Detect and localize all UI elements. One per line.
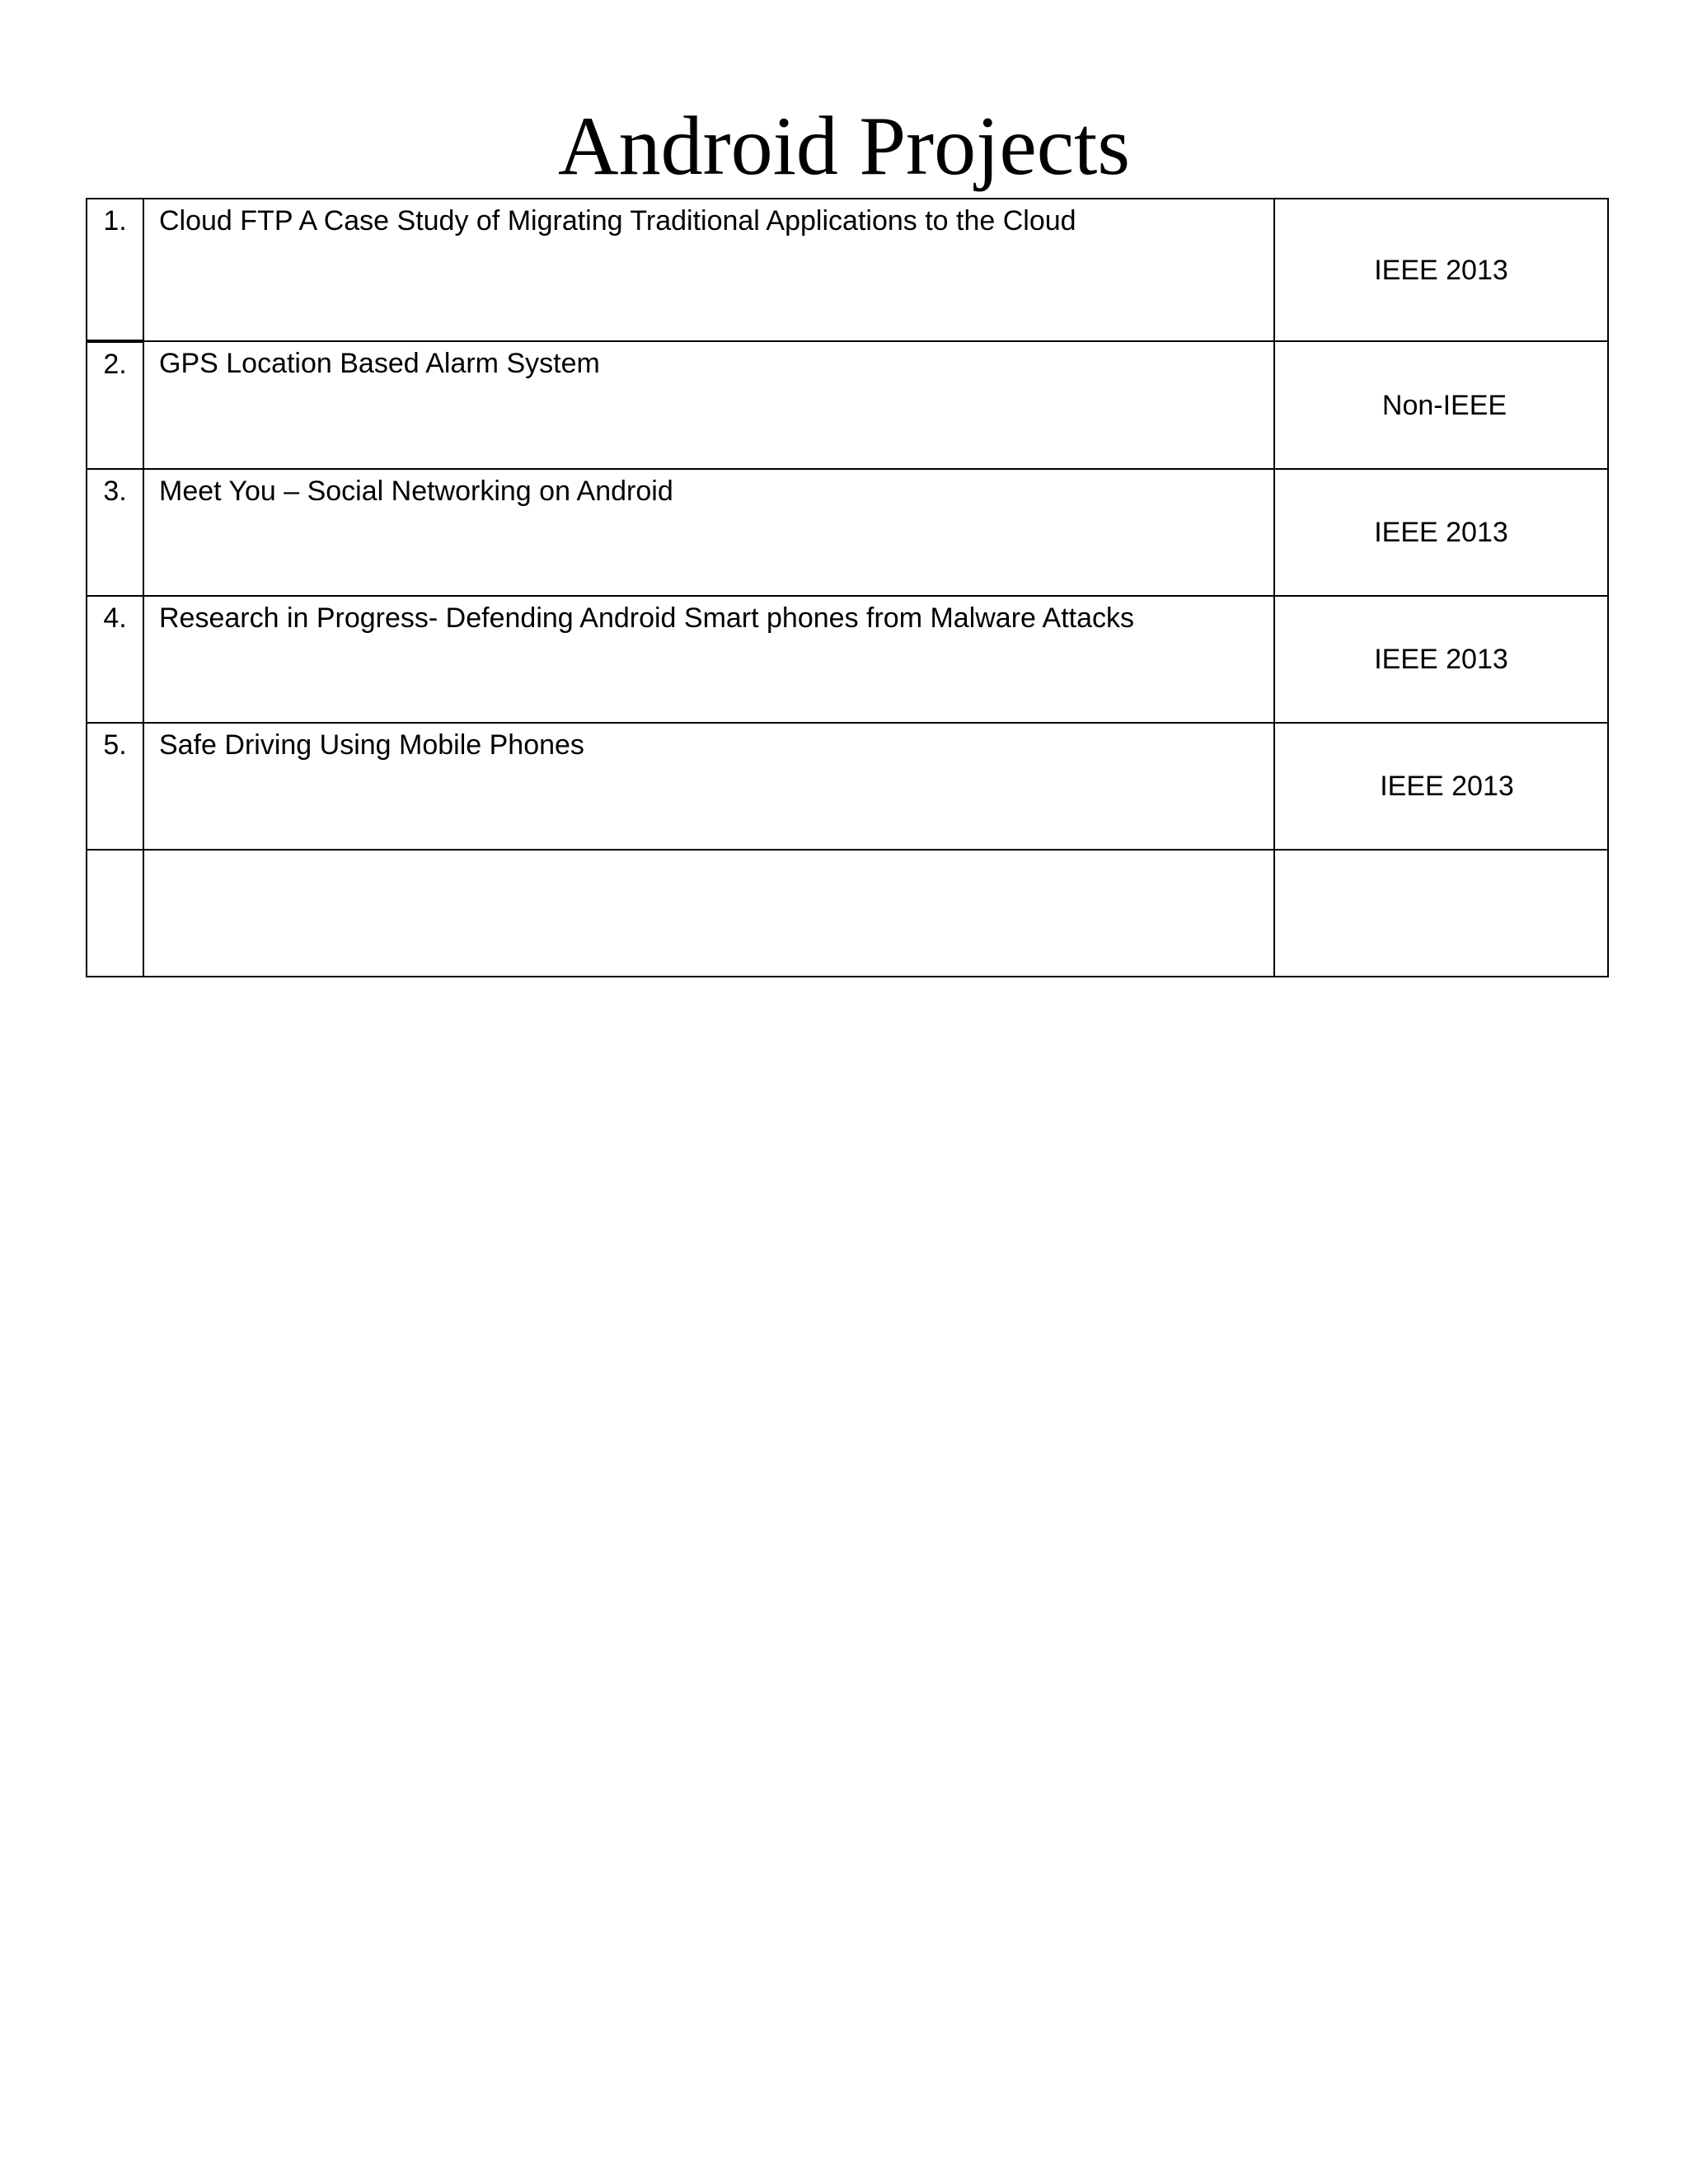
table-row bbox=[87, 341, 1608, 469]
project-type bbox=[1274, 199, 1608, 341]
table-row-empty bbox=[87, 850, 1608, 977]
project-type bbox=[1274, 850, 1608, 977]
project-type-label: IEEE 2013 bbox=[1380, 771, 1514, 802]
table-row bbox=[87, 469, 1608, 596]
project-type bbox=[1274, 341, 1608, 469]
table-row bbox=[87, 723, 1608, 850]
project-type bbox=[1274, 596, 1608, 723]
page-title: Android Projects bbox=[557, 100, 1131, 193]
project-title: Research in Progress- Defending Android Smart phones from Malware Attacks bbox=[143, 596, 1274, 723]
project-type bbox=[1274, 469, 1608, 596]
project-type-label: Non-IEEE bbox=[1381, 389, 1507, 421]
projects-table bbox=[86, 198, 1609, 977]
project-type-label: IEEE 2013 bbox=[1374, 517, 1508, 548]
table-row bbox=[87, 596, 1608, 723]
project-title: Cloud FTP A Case Study of Migrating Traditional Applications to the Cloud bbox=[143, 199, 1274, 341]
project-title: GPS Location Based Alarm System bbox=[143, 341, 1274, 469]
table-row bbox=[87, 199, 1608, 341]
project-number bbox=[87, 850, 143, 977]
project-number: 2. bbox=[87, 341, 143, 469]
project-number: 5. bbox=[87, 723, 143, 850]
project-number: 1. bbox=[87, 199, 143, 341]
project-number: 4. bbox=[87, 596, 143, 723]
project-type bbox=[1274, 723, 1608, 850]
project-number: 3. bbox=[87, 469, 143, 596]
project-title: Meet You – Social Networking on Android bbox=[143, 469, 1274, 596]
project-type-label: IEEE 2013 bbox=[1374, 254, 1508, 286]
project-title: Safe Driving Using Mobile Phones bbox=[143, 723, 1274, 850]
project-type-label: IEEE 2013 bbox=[1374, 644, 1508, 675]
project-title bbox=[143, 850, 1274, 977]
